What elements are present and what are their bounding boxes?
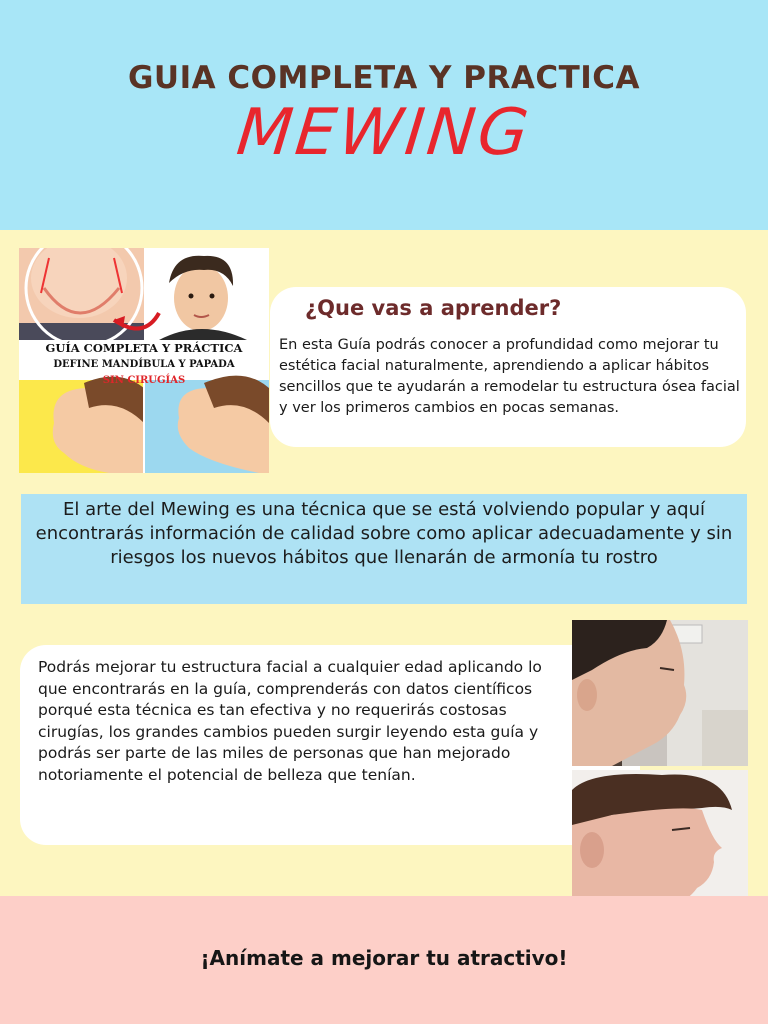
- learn-heading: ¿Que vas a aprender?: [305, 296, 562, 320]
- call-to-action: ¡Anímate a mejorar tu atractivo!: [200, 946, 568, 970]
- learn-description: En esta Guía podrás conocer a profundidad como mejorar tu estética facial naturalmente, aprendiendo a aplicar hábitos sencillos que te ayudarán a remodelar tu estructura ósea facial y ver los primeros cambios en pocas semanas.: [279, 337, 740, 416]
- collage-banner-line3: SIN CIRUGÍAS: [102, 375, 186, 386]
- guide-cover-collage: [19, 248, 269, 473]
- before-profile-photo: [572, 620, 748, 766]
- collage-banner-line1: GUÍA COMPLETA Y PRÁCTICA: [45, 341, 243, 355]
- collage-banner-line2: DEFINE MANDÍBULA Y PAPADA: [53, 359, 235, 370]
- page-title: GUIA COMPLETA Y PRACTICA: [127, 60, 641, 96]
- benefits-text: Podrás mejorar tu estructura facial a cualquier edad aplicando lo que encontrarás en la guía, comprenderás con datos científicos porqué esta técnica es tan efectiva y no requerirás costosas cirugías, los grandes cambios pueden surgir leyendo esta guía y podrás ser parte de las miles de personas que han mejorado notoriamente el potencial de belleza que tenían.: [38, 658, 542, 784]
- page-subtitle-mewing: MEWING: [233, 96, 535, 170]
- mewing-info-text: El arte del Mewing es una técnica que se está volviendo popular y aquí encontrarás información de calidad sobre como aplicar adecuadamente y sin riesgos los nuevos hábitos que llenarán de armonía tu rostro: [35, 499, 733, 568]
